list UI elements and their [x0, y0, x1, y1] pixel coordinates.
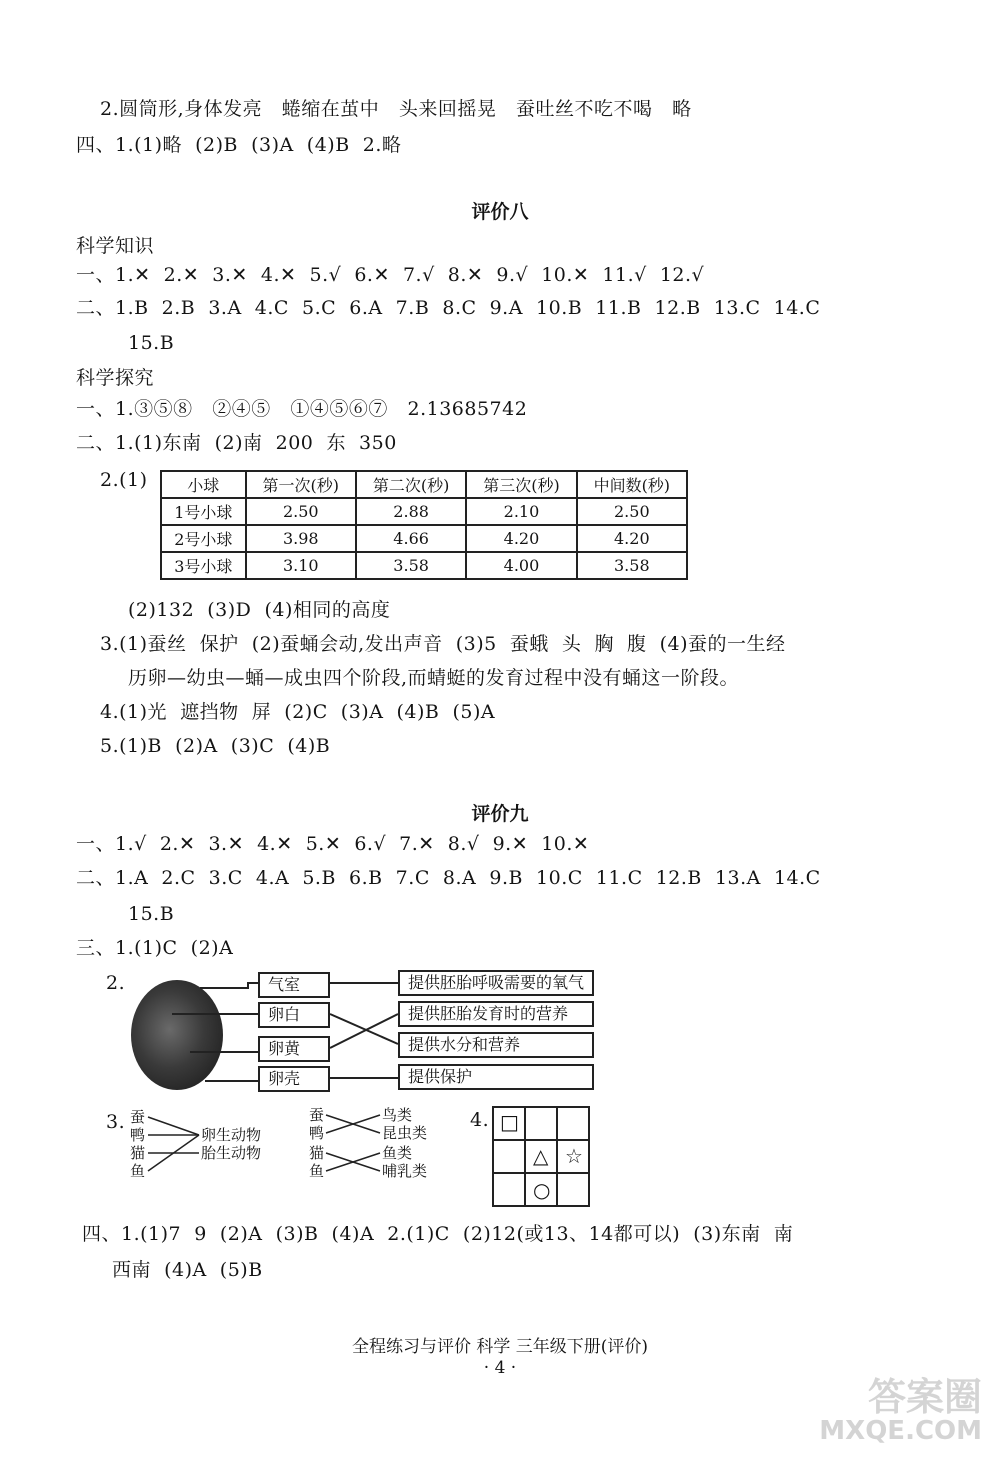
answer-line: 4.(1)光 遮挡物 屏 (2)C (3)A (4)B (5)A [100, 701, 496, 723]
animal-label: 鱼 [130, 1162, 146, 1180]
animal-group-label: 胎生动物 [201, 1144, 262, 1162]
answer-line: 二、1.B 2.B 3.A 4.C 5.C 6.A 7.B 8.C 9.A 10.B 11.B 12.B 13.C 14.C [76, 297, 821, 319]
table-cell: 2号小球 [161, 525, 246, 552]
animal-group-label: 卵生动物 [201, 1126, 262, 1144]
question-number: 2. [106, 972, 126, 994]
egg-function-label: 提供胚胎发育时的营养 [398, 1001, 594, 1027]
answer-line: 三、1.(1)C (2)A [76, 937, 234, 959]
table-cell: 2.50 [246, 498, 356, 525]
table-header-cell: 小球 [161, 471, 246, 498]
answer-line: (2)132 (3)D (4)相同的高度 [128, 599, 391, 621]
egg-function-label: 提供保护 [398, 1064, 594, 1090]
egg-function-label: 提供水分和营养 [398, 1032, 594, 1058]
question-number: 3. [106, 1111, 126, 1133]
animal-group-label: 鸟类 [382, 1106, 413, 1124]
square-symbol: □ [500, 1110, 519, 1134]
table-header-cell: 中间数(秒) [577, 471, 687, 498]
table-cell: 3.10 [246, 552, 356, 579]
egg-part-label: 卵白 [258, 1002, 330, 1028]
answer-line: 5.(1)B (2)A (3)C (4)B [100, 735, 331, 757]
animal-group-label: 昆虫类 [382, 1124, 428, 1142]
table-cell: 3.98 [246, 525, 356, 552]
table-cell: 3.58 [356, 552, 466, 579]
subsection-title: 科学探究 [76, 367, 155, 389]
animal-label: 蚕 [309, 1106, 325, 1124]
table-cell: 4.66 [356, 525, 466, 552]
table-cell: 4.20 [577, 525, 687, 552]
animal-label: 蚕 [130, 1108, 146, 1126]
footer-title: 全程练习与评价 科学 三年级下册(评价) [351, 1337, 649, 1357]
answer-line: 二、1.(1)东南 (2)南 200 东 350 [76, 432, 397, 454]
egg-part-label: 卵壳 [258, 1066, 330, 1092]
answer-line: 一、1.√ 2.✕ 3.✕ 4.✕ 5.✕ 6.√ 7.✕ 8.√ 9.✕ 10.✕ [76, 833, 590, 855]
animal-label: 猫 [130, 1144, 146, 1162]
answer-line: 二、1.A 2.C 3.C 4.A 5.B 6.B 7.C 8.A 9.B 10.C 11.C 12.B 13.A 14.C [76, 867, 821, 889]
egg-function-label: 提供胚胎呼吸需要的氧气 [398, 970, 594, 996]
answer-line: 西南 (4)A (5)B [112, 1259, 263, 1281]
triangle-symbol: △ [533, 1144, 549, 1168]
table-cell: 3.58 [577, 552, 687, 579]
answer-line: 2.(1) [100, 469, 148, 491]
star-symbol: ☆ [565, 1144, 583, 1168]
egg-part-label: 卵黄 [258, 1036, 330, 1062]
subsection-title: 科学知识 [76, 235, 155, 257]
answer-line: 15.B [128, 332, 175, 354]
answer-line: 3.(1)蚕丝 保护 (2)蚕蛹会动,发出声音 (3)5 蚕蛾 头 胸 腹 (4)蚕的一生经 [100, 633, 786, 655]
watermark-top: 答案圈 [867, 1375, 982, 1419]
watermark [819, 1377, 982, 1445]
animal-label: 鸭 [130, 1126, 146, 1144]
answer-line: 一、1.✕ 2.✕ 3.✕ 4.✕ 5.√ 6.✕ 7.√ 8.✕ 9.√ 10.✕ 11.√ 12.√ [76, 264, 705, 286]
table-cell: 1号小球 [161, 498, 246, 525]
answer-line: 四、1.(1)略 (2)B (3)A (4)B 2.略 [76, 134, 402, 156]
answer-line: 历卵—幼虫—蛹—成虫四个阶段,而蜻蜓的发育过程中没有蛹这一阶段。 [128, 667, 740, 689]
section-heading: 评价九 [471, 803, 529, 825]
animal-label: 鱼 [309, 1162, 325, 1180]
watermark-bottom: MXQE.COM [819, 1416, 982, 1446]
animal-label: 猫 [309, 1144, 325, 1162]
animal-group-label: 鱼类 [382, 1144, 413, 1162]
table-cell: 4.00 [466, 552, 576, 579]
animal-label: 鸭 [309, 1124, 325, 1142]
table-cell: 3号小球 [161, 552, 246, 579]
table-cell: 4.20 [466, 525, 576, 552]
animal-group-label: 哺乳类 [382, 1162, 428, 1180]
table-cell: 2.10 [466, 498, 576, 525]
answer-line: 一、1.③⑤⑧ ②④⑤ ①④⑤⑥⑦ 2.13685742 [76, 398, 528, 420]
question-number: 4. [470, 1109, 490, 1131]
page-number: · 4 · [483, 1358, 517, 1378]
section-heading: 评价八 [471, 201, 529, 223]
table-header-cell: 第一次(秒) [246, 471, 356, 498]
answer-line: 四、1.(1)7 9 (2)A (3)B (4)A 2.(1)C (2)12(或13、14都可以) (3)东南 南 [82, 1223, 794, 1245]
answer-line: 15.B [128, 903, 175, 925]
table-header-cell: 第三次(秒) [466, 471, 576, 498]
table-header-cell: 第二次(秒) [356, 471, 466, 498]
table-cell: 2.50 [577, 498, 687, 525]
answer-line: 2.圆筒形,身体发亮 蜷缩在茧中 头来回摇晃 蚕吐丝不吃不喝 略 [100, 98, 692, 120]
table-cell: 2.88 [356, 498, 466, 525]
egg-part-label: 气室 [258, 972, 330, 998]
circle-symbol: ○ [533, 1178, 551, 1202]
